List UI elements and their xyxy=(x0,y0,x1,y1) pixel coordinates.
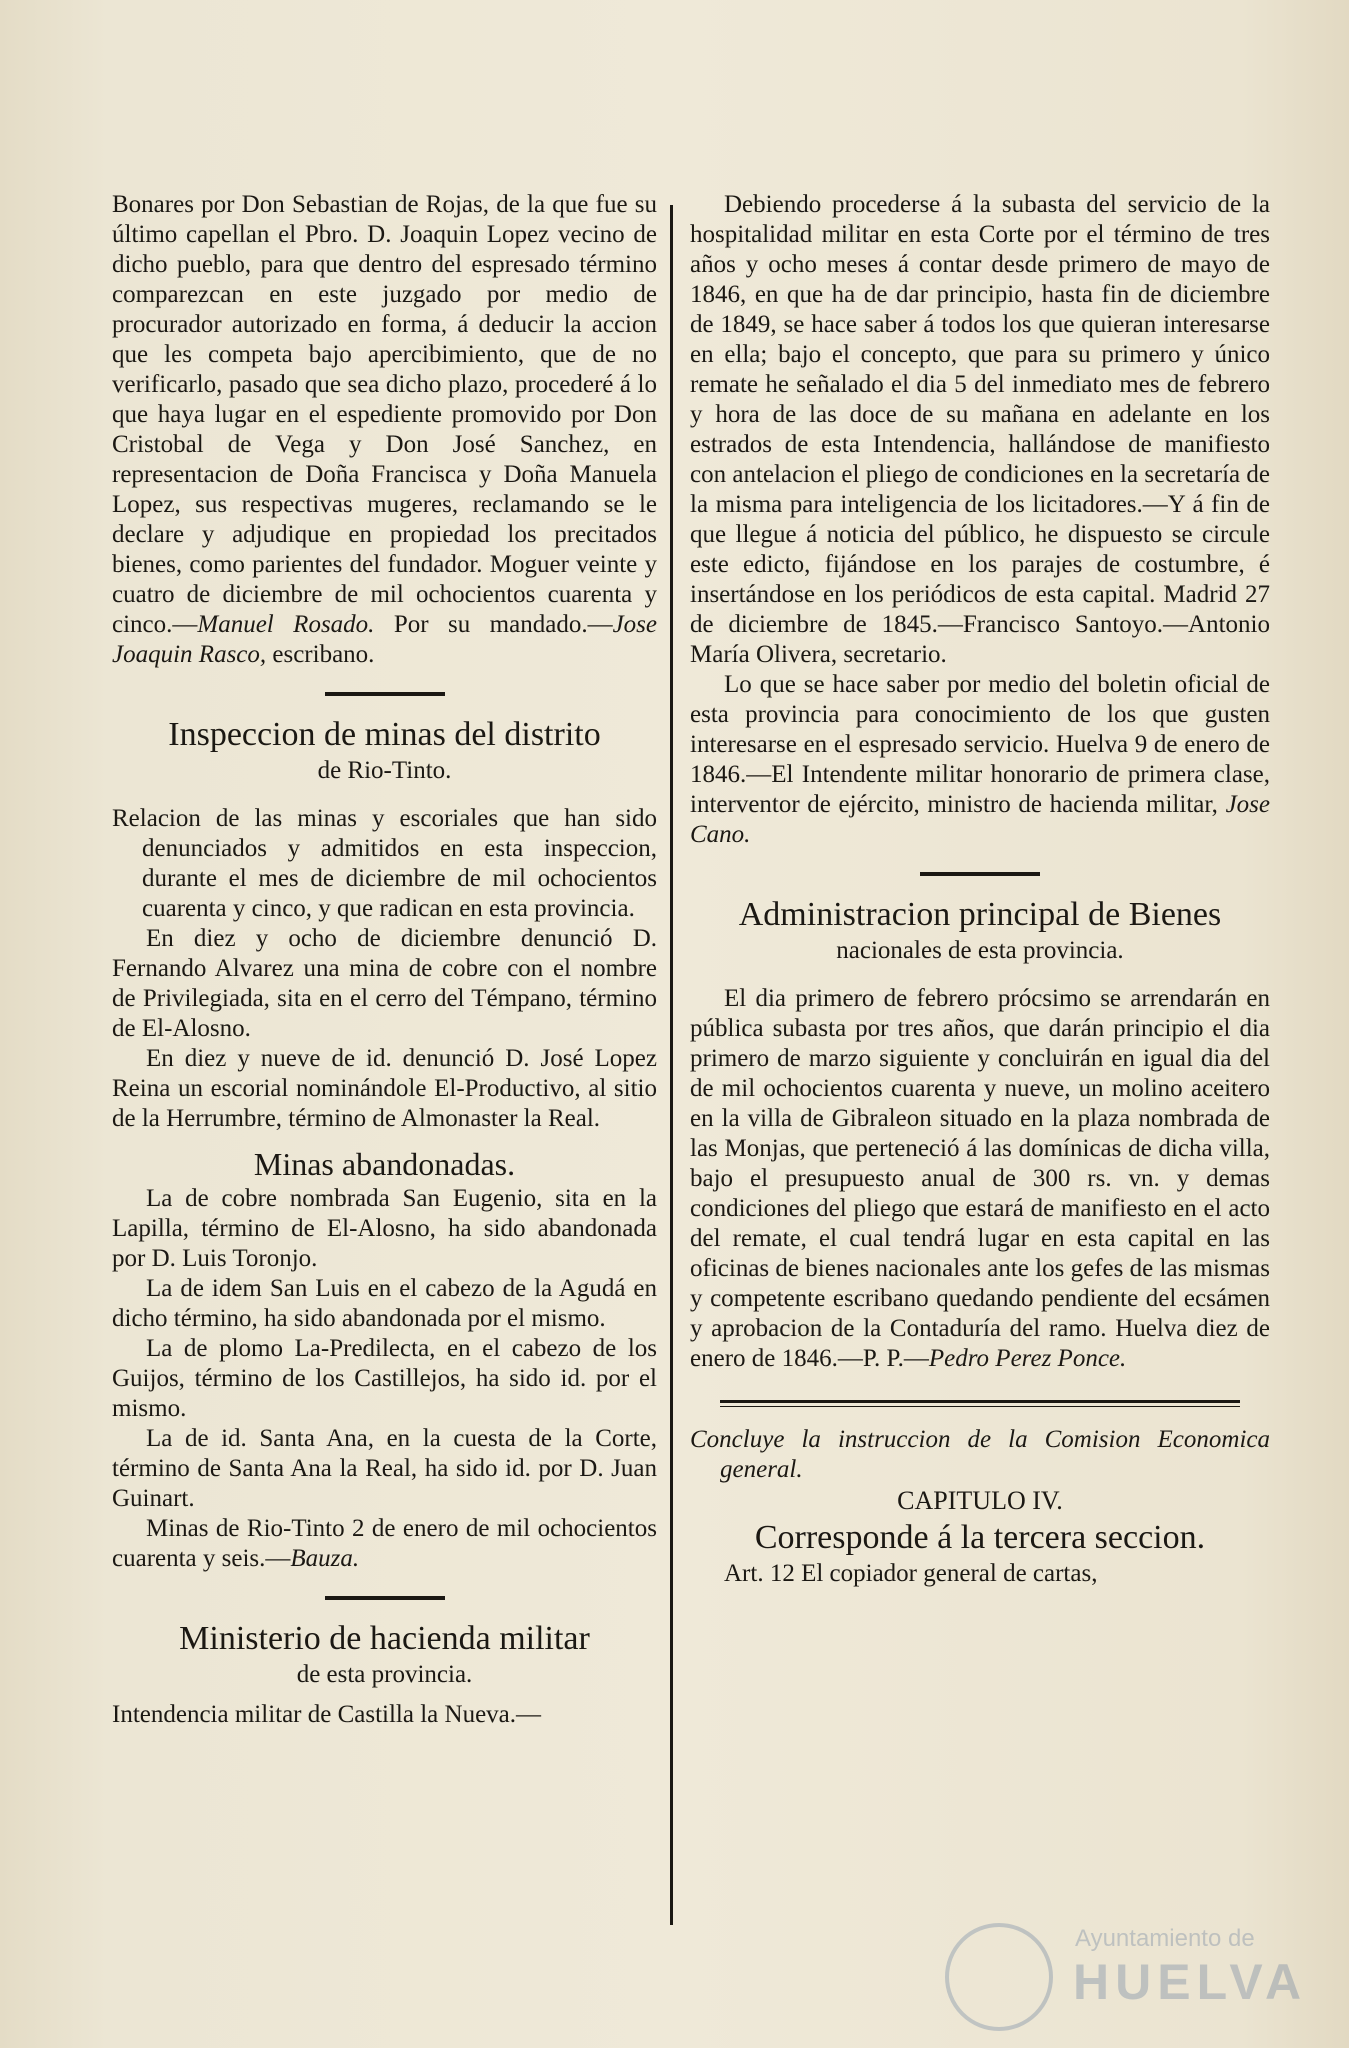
double-rule-separator xyxy=(720,1400,1240,1407)
left-column xyxy=(112,190,657,1730)
capitulo-heading: CAPITULO IV. xyxy=(897,1486,1063,1515)
heading-administracion-bienes: Administracion principal de Bienes xyxy=(738,896,1222,933)
left-notice-signature-2: Jose Joaquin Rasco, xyxy=(112,611,657,668)
corresponde-seccion-heading: Corresponde á la tercera seccion. xyxy=(754,1519,1206,1556)
subheading-rio-tinto: de Rio-Tinto. xyxy=(317,757,452,784)
heading-inspeccion-minas: Inspeccion de minas del distrito xyxy=(168,716,601,753)
heading-ministerio-hacienda: Ministerio de hacienda militar xyxy=(179,1620,590,1657)
subheading-esta-provincia: de esta provincia. xyxy=(296,1661,473,1688)
abandonada-2-paragraph: La de idem San Luis en el cabezo de la Agudá en dicho término, ha sido abandonada por el mismo. xyxy=(112,1275,657,1332)
boletin-signature: Jose Cano. xyxy=(690,791,1270,848)
abandonada-closing-signature: Bauza. xyxy=(290,1545,360,1572)
boletin-paragraph xyxy=(690,670,1270,850)
molino-paragraph xyxy=(690,984,1270,1374)
left-notice-signature-1: Manuel Rosado. xyxy=(197,611,375,638)
section-separator xyxy=(920,872,1040,876)
boletin-text: Lo que se hace saber por medio del boletin oficial de esta provincia para conocimiento de los que gusten interesarse en el espresado servicio. Huelva 9 de enero de 1846.—El Intendente militar honorario de primera clase, interventor de ejército, ministro de hacienda militar, xyxy=(690,671,1270,818)
column-divider xyxy=(670,205,673,1925)
watermark-line-1: Ayuntamiento de xyxy=(1075,1925,1255,1952)
left-notice-paragraph xyxy=(112,190,657,670)
molino-signature: Pedro Perez Ponce. xyxy=(928,1345,1127,1372)
seal-icon xyxy=(945,1923,1053,2031)
section-separator xyxy=(325,692,445,696)
subheading-bienes-nacionales: nacionales de esta provincia. xyxy=(836,937,1124,964)
abandonada-1-paragraph: La de cobre nombrada San Eugenio, sita en la Lapilla, término de El-Alosno, ha sido abandonada por D. Luis Toronjo. xyxy=(112,1185,657,1272)
relacion-paragraph: Relacion de las minas y escoriales que han sido denunciados y admitidos en esta inspeccion, durante el mes de diciembre de mil ochocientos cuarenta y cinco, y que radican en esta provincia. xyxy=(112,805,657,922)
right-column xyxy=(690,190,1270,1589)
abandonada-closing-paragraph xyxy=(112,1514,657,1574)
left-notice-text: Bonares por Don Sebastian de Rojas, de la que fue su último capellan el Pbro. D. Joaquin Lopez vecino de dicho pueblo, para que dentro del espresado término comparezcan en este juzgado por medio de procurador autorizado en forma, á deducir la accion que les competa bajo apercibimiento, que de no verificarlo, pasado que sea dicho plazo, procederé á lo que haya lugar en el espediente promovido por Don Cristobal de Vega y Don José Sanchez, en representacion de Doña Francisca y Doña Manuela Lopez, sus respectivas mugeres, reclamando se le declare y adjudique en propiedad los precitados bienes, como parientes del fundador. Moguer veinte y cuatro de diciembre de mil ochocientos cuarenta y cinco.— xyxy=(112,191,657,638)
subasta-hospitalidad-paragraph: Debiendo procederse á la subasta del servicio de la hospitalidad militar en esta Corte por el término de tres años y ocho meses á contar desde primero de mayo de 1846, en que ha de dar principio, hasta fin de diciembre de 1849, se hace saber á todos los que quieran interesarse en ella; bajo el concepto, que para su primero y único remate he señalado el dia 5 del inmediato mes de febrero y hora de las doce de su mañana en adelante en los estrados de esta Intendencia, hallándose de manifiesto con antelacion el pliego de condiciones en la secretaría de la misma para inteligencia de los licitadores.—Y á fin de que llegue á noticia del público, he dispuesto se circule este edicto, fijándose en los parajes de costumbre, é insertándose en los periódicos de esta capital. Madrid 27 de diciembre de 1845.—Francisco Santoyo.—Antonio María Olivera, secretario. xyxy=(690,191,1270,668)
left-notice-end: escribano. xyxy=(266,641,375,668)
section-separator xyxy=(325,1596,445,1600)
denuncia-2-paragraph: En diez y nueve de id. denunció D. José Lopez Reina un escorial nominándole El-Productivo, al sitio de la Herrumbre, término de Almonaster la Real. xyxy=(112,1045,657,1132)
abandonada-3-paragraph: La de plomo La-Predilecta, en el cabezo de los Guijos, término de los Castillejos, ha sido id. por el mismo. xyxy=(112,1335,657,1422)
concluye-instruccion-line: Concluye la instruccion de la Comision Economica general. xyxy=(690,1426,1270,1483)
abandonada-closing-text: Minas de Rio-Tinto 2 de enero de mil ochocientos cuarenta y seis.— xyxy=(112,1515,657,1572)
denuncia-1-paragraph: En diez y ocho de diciembre denunció D. Fernando Alvarez una mina de cobre con el nombre de Privilegiada, sita en el cerro del Témpano, término de El-Alosno. xyxy=(112,925,657,1042)
ayuntamiento-huelva-watermark xyxy=(945,1915,1308,2025)
heading-minas-abandonadas: Minas abandonadas. xyxy=(253,1146,516,1182)
molino-text: El dia primero de febrero prócsimo se arrendarán en pública subasta por tres años, que darán principio el dia primero de marzo siguiente y concluirán en igual dia del de mil ochocientos cuarenta y nueve, un molino aceitero en la villa de Gibraleon situado en la plaza nombrada de las Monjas, que perteneció á las domínicas de dicha villa, bajo el presupuesto anual de 300 rs. vn. y demas condiciones del pliego que estará de manifiesto en el acto del remate, el cual tendrá lugar en esta capital en las oficinas de bienes nacionales ante los gefes de las mismas y competente escribano quedando pendiente del ecsámen y aprobacion de la Contaduría del ramo. Huelva diez de enero de 1846.—P. P.— xyxy=(690,985,1270,1372)
watermark-line-2: HUELVA xyxy=(1073,1954,1308,2010)
abandonada-4-paragraph: La de id. Santa Ana, en la cuesta de la Corte, término de Santa Ana la Real, ha sido id. por D. Juan Guinart. xyxy=(112,1425,657,1512)
intendencia-line: Intendencia militar de Castilla la Nueva.— xyxy=(112,1701,542,1728)
articulo-12-line: Art. 12 El copiador general de cartas, xyxy=(724,1560,1098,1587)
left-notice-mandate: Por su mandado.— xyxy=(393,611,613,638)
